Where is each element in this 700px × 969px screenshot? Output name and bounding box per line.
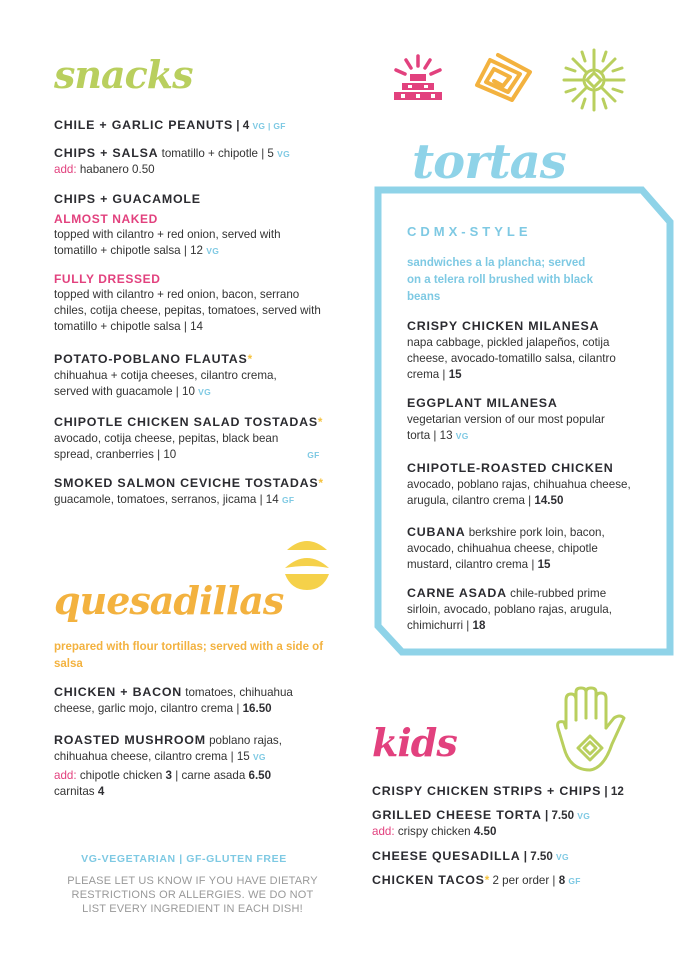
item-price: 15 [537,558,551,571]
menu-subitem [54,211,314,259]
add-on-text: | carne asada [175,769,246,782]
item-description: tomatoes, chihuahua cheese, garlic mojo, cilantro crema | [54,686,293,715]
dietary-tag: VG [556,852,569,862]
menu-item [54,351,314,400]
item-description: topped with cilantro + red onion, served with tomatillo + chipotle salsa | 12 [54,228,281,257]
item-subname: FULLY DRESSED [54,272,161,286]
add-on-label: add: [54,163,77,176]
item-name: CHILE + GARLIC PEANUTS [54,118,234,132]
add-on-line [54,768,304,800]
dietary-tag: VG [198,387,212,397]
add-on-text: habanero 0.50 [79,163,155,176]
item-name: CHICKEN + BACON [54,685,182,699]
hamsa-hand-icon [552,688,628,774]
item-description: vegetarian version of our most popular torta | 13 [407,413,605,442]
dietary-tag: VG [577,811,591,821]
item-name: GRILLED CHEESE TORTA [372,808,542,822]
item-price: 8 [558,874,566,887]
snacks-heading: snacks [54,52,193,97]
item-name: ROASTED MUSHROOM [54,733,206,747]
star-mark: * [317,416,323,429]
dietary-tag: GF [307,450,320,460]
add-on-text: crispy chicken [397,825,471,838]
item-price: 18 [472,619,486,632]
item-price: 15 [448,368,462,381]
item-price: | 4 [236,119,250,132]
item-name: CHIPS + GUACAMOLE [54,192,201,206]
item-name: CHEESE QUESADILLA [372,849,521,863]
item-price: 16.50 [242,702,272,715]
item-name: CHIPOTLE-ROASTED CHICKEN [407,461,614,475]
menu-item [372,848,569,865]
add-on-price: 4.50 [473,825,497,838]
item-name: CHICKEN TACOS [372,873,485,887]
allergy-disclaimer: PLEASE LET US KNOW IF YOU HAVE DIETARY RESTRICTIONS OR ALLERGIES. WE DO NOT LIST EVERY INGREDIENT IN EACH DISH! [67,875,318,915]
item-price: 14.50 [534,494,564,507]
add-on-price: 4 [97,785,105,798]
item-description: avocado, cotija cheese, pepitas, black bean spread, cranberries | 10 [54,432,279,461]
tortilla-stack-icon [283,534,331,592]
star-mark: * [247,353,253,366]
star-mark: * [484,874,490,887]
dietary-tag: VG [455,431,469,441]
add-on-text: carnitas [54,785,95,798]
item-description: napa cabbage, pickled jalapeños, cotija cheese, avocado-tomatillo salsa, cilantro crema | [407,336,616,381]
sun-icon [562,48,626,112]
menu-item [372,872,581,889]
quesadillas-heading: quesadillas [54,578,284,623]
add-on-label: add: [54,769,77,782]
menu-item [54,475,354,508]
menu-item [407,460,635,509]
menu-item [407,585,622,634]
add-on-price: 3 [165,769,172,782]
menu-item [54,684,304,717]
dietary-tag: VG [206,246,220,256]
spiral-icon [472,52,534,104]
tortas-note: sandwiches a la plancha; served on a telera roll brushed with black beans [407,257,593,303]
item-description: poblano rajas, chihuahua cheese, cilantro crema | 15 [54,734,282,763]
menu-item [54,117,286,134]
item-name: CARNE ASADA [407,586,507,600]
item-name: POTATO-POBLANO FLAUTAS [54,352,248,366]
dietary-tag: VG [277,149,290,159]
item-description: tomatillo + chipotle | 5 [161,147,274,160]
item-subname: ALMOST NAKED [54,212,158,226]
item-description: chihuahua + cotija cheeses, cilantro crema, served with guacamole | 10 [54,369,277,398]
dietary-tag: GF [281,495,295,505]
item-description: avocado, poblano rajas, chihuahua cheese, arugula, cilantro crema | [407,478,631,507]
dietary-tag: GF [568,876,581,886]
menu-item [372,807,590,840]
dietary-tag: VG [252,752,266,762]
menu-item [54,732,304,765]
star-mark: * [318,477,324,490]
add-on-label: add: [372,825,395,838]
item-description: chile-rubbed prime sirloin, avocado, poblano rajas, arugula, chimichurri | [407,587,612,632]
item-name: SMOKED SALMON CEVICHE TOSTADAS [54,476,319,490]
menu-item [54,145,354,178]
item-description: guacamole, tomatoes, serranos, jicama | 14 [54,493,279,506]
item-price: | 7.50 [523,850,553,863]
item-price: | 12 [604,785,624,798]
pyramid-icon [388,52,448,108]
item-description: 2 per order | [492,874,556,887]
dietary-tag: VG | GF [252,121,286,131]
item-price: | 7.50 [544,809,575,822]
tortas-heading: tortas [412,134,566,190]
add-on-text: chipotle chicken [79,769,163,782]
menu-item [407,318,632,383]
menu-item [54,414,344,463]
item-name: CUBANA [407,525,466,539]
item-name: CRISPY CHICKEN STRIPS + CHIPS [372,784,602,798]
menu-item [407,395,607,444]
item-name: CHIPOTLE CHICKEN SALAD TOSTADAS [54,415,318,429]
kids-heading: kids [372,720,457,765]
menu-subitem [54,271,322,335]
item-name: CHIPS + SALSA [54,146,159,160]
dietary-legend: VG-VEGETARIAN | GF-GLUTEN FREE [81,853,287,865]
menu-item [372,783,624,800]
menu-item [407,524,622,573]
item-description: topped with cilantro + red onion, bacon, serrano chiles, cotija cheese, pepitas, tomatoes, served with tomatillo + chipotle salsa | 14 [54,288,321,333]
menu-item [54,191,201,208]
item-name: CRISPY CHICKEN MILANESA [407,319,600,333]
add-on-price: 6.50 [248,769,272,782]
item-name: EGGPLANT MILANESA [407,396,558,410]
quesadillas-note: prepared with flour tortillas; served with a side of salsa [54,641,324,670]
tortas-subheading: CDMX-STYLE [407,224,532,239]
item-description: berkshire pork loin, bacon, avocado, chihuahua cheese, chipotle mustard, cilantro crema | [407,526,605,571]
